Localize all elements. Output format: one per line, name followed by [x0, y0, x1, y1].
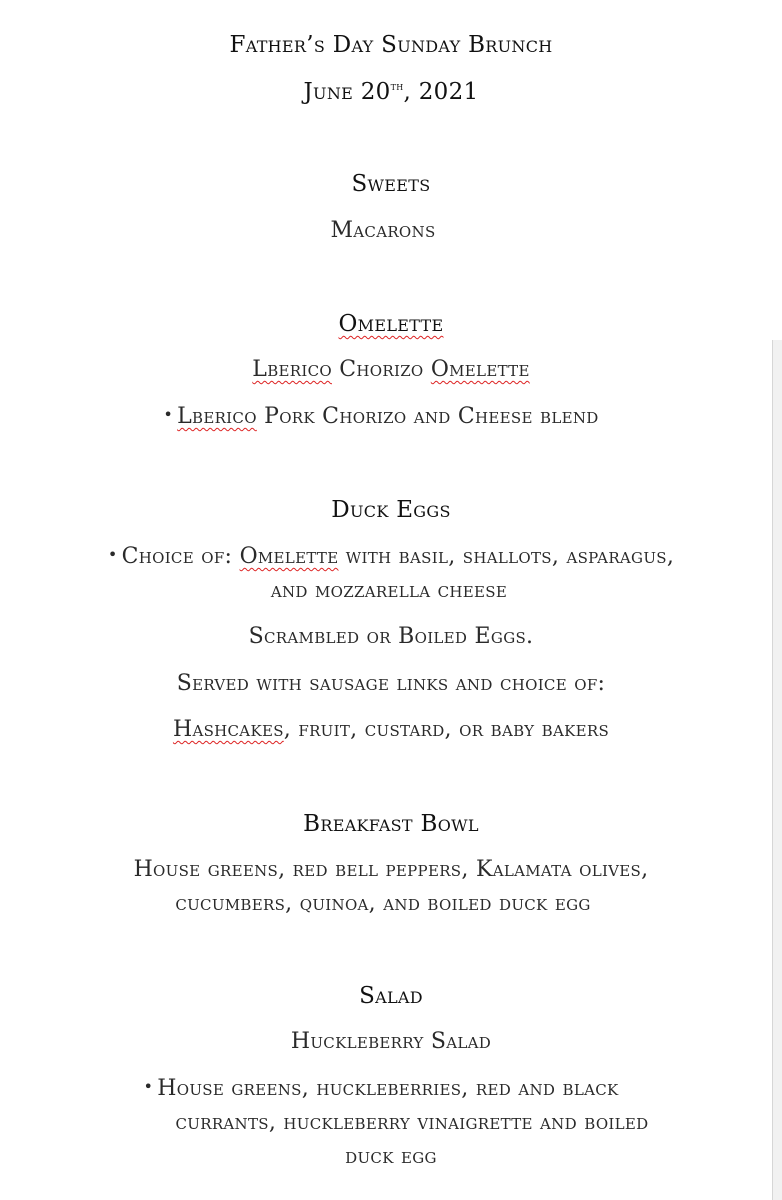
bullet-chorizo-blend: • Lberico Pork Chorizo and Cheese blend — [163, 404, 599, 429]
bullet-duck-egg-choice: • Choice of: Omelette with basil, shallots, asparagus, — [107, 544, 675, 569]
bullet-salad-line1: • House greens, huckleberries, red and black — [143, 1076, 619, 1101]
scrollbar[interactable] — [772, 340, 782, 1200]
item-scrambled-eggs: Scrambled or Boiled Eggs. — [248, 624, 534, 649]
breakfast-bowl-line1: House greens, red bell peppers, Kalamata olives, — [133, 857, 649, 882]
bullet-icon: • — [107, 545, 118, 564]
heading-omelette: Omelette — [338, 311, 444, 337]
item-macarons: Macarons — [330, 218, 436, 243]
heading-salad: Salad — [359, 983, 423, 1009]
duck-egg-choice-line2: and mozzarella cheese — [270, 578, 508, 603]
item-huckleberry-salad: Huckleberry Salad — [290, 1029, 492, 1054]
item-hashcakes: Hashcakes, fruit, custard, or baby bakers — [172, 717, 610, 742]
heading-sweets: Sweets — [351, 171, 431, 197]
breakfast-bowl-line2: cucumbers, quinoa, and boiled duck egg — [175, 891, 591, 916]
menu-title: Father’s Day Sunday Brunch — [229, 32, 553, 58]
salad-line3: duck egg — [345, 1144, 437, 1169]
heading-duck-eggs: Duck Eggs — [331, 497, 451, 523]
item-served-with: Served with sausage links and choice of: — [176, 671, 606, 696]
item-chorizo-omelette: Lberico Chorizo Omelette — [252, 357, 530, 382]
bullet-icon: • — [143, 1077, 154, 1096]
salad-line2: currants, huckleberry vinaigrette and boiled — [175, 1110, 649, 1135]
bullet-icon: • — [163, 405, 174, 424]
menu-date: June 20th, 2021 — [303, 79, 479, 105]
heading-breakfast-bowl: Breakfast Bowl — [303, 811, 479, 837]
